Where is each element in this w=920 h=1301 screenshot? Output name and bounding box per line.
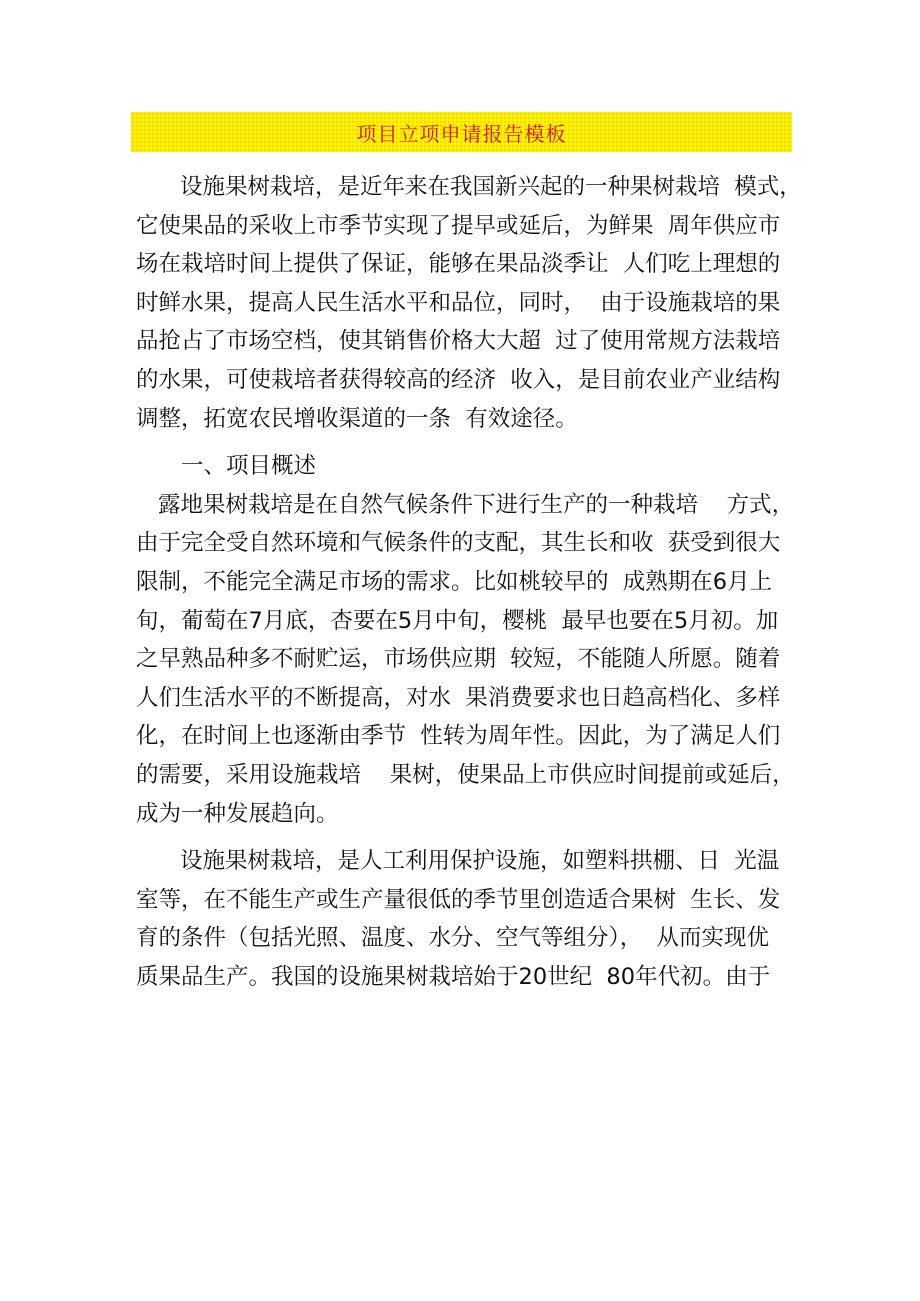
- text-line: 质果品生产。我国的设施果树栽培始于20世纪 80年代初。由于: [136, 963, 771, 990]
- document-body: [136, 168, 802, 996]
- text-line: 它使果品的采收上市季节实现了提早或延后，为鲜果 周年供应市: [136, 212, 781, 239]
- text-line: 的需要，采用设施栽培 果树，使果品上市供应时间提前或延后，: [136, 761, 795, 788]
- text-line: 设施果树栽培，是人工利用保护设施，如塑料拱棚、日 光温: [180, 848, 780, 875]
- section1-paragraph-1: [136, 486, 796, 833]
- section-heading: 一、项目概述: [181, 453, 317, 480]
- text-line: 成为一种发展趋向。: [136, 800, 339, 827]
- intro-paragraph: [136, 168, 802, 438]
- text-line: 室等，在不能生产或生产量很低的季节里创造适合果树 生长、发: [136, 886, 781, 913]
- text-line: 露地果树栽培是在自然气候条件下进行生产的一种栽培 方式，: [158, 491, 795, 518]
- text-line: 之早熟品种多不耐贮运，市场供应期 较短，不能随人所愿。随着: [136, 646, 781, 673]
- text-line: 育的条件（包括光照、温度、水分、空气等组分）， 从而实现优: [136, 925, 770, 952]
- text-line: 化，在时间上也逐渐由季节 性转为周年性。因此，为了满足人们: [136, 723, 781, 750]
- text-line: 设施果树栽培，是近年来在我国新兴起的一种果树栽培 模式，: [180, 174, 802, 200]
- title-banner: [131, 112, 792, 152]
- text-line: 场在栽培时间上提供了保证，能够在果品淡季让 人们吃上理想的: [136, 251, 781, 278]
- text-line: 品抢占了市场空档，使其销售价格大大超 过了使用常规方法栽培: [136, 328, 781, 355]
- text-line: 由于完全受自然环境和气候条件的支配，其生长和收 获受到很大: [136, 530, 781, 557]
- text-line: 的水果，可使栽培者获得较高的经济 收入，是目前农业产业结构: [136, 366, 781, 393]
- text-line: 调整，拓宽农民增收渠道的一条 有效途径。: [136, 405, 578, 432]
- text-line: 时鲜水果，提高人民生活水平和品位，同时， 由于设施栽培的果: [136, 289, 781, 316]
- section1-paragraph-2: [136, 842, 796, 996]
- document-title: 项目立项申请报告模板: [356, 121, 567, 146]
- text-line: 旬，葡萄在7月底，杏要在5月中旬，樱桃 最早也要在5月初。加: [136, 607, 779, 634]
- text-line: 人们生活水平的不断提高，对水 果消费要求也日趋高档化、多样: [136, 684, 781, 711]
- text-line: 限制，不能完全满足市场的需求。比如桃较早的 成熟期在6月上: [136, 568, 773, 595]
